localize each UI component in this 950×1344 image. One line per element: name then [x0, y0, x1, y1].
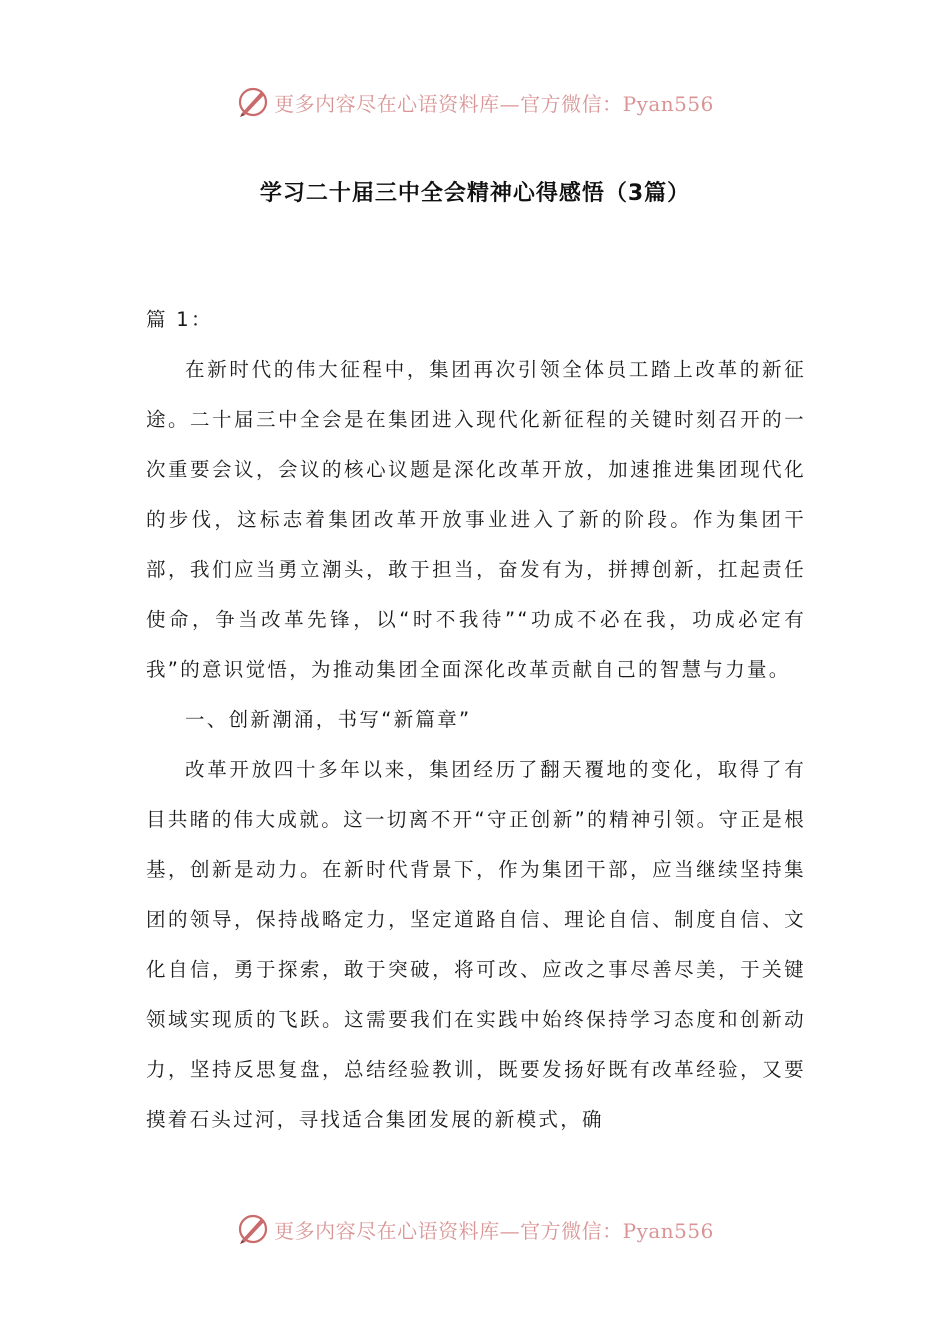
paragraph-intro: 在新时代的伟大征程中，集团再次引领全体员工踏上改革的新征途。二十届三中全会是在集团进入现代化新征程的关键时刻召开的一次重要会议，会议的核心议题是深化改革开放，加速推进集团现代化的步伐，这标志着集团改革开放事业进入了新的阶段。作为集团干部，我们应当勇立潮头，敢于担当，奋发有为，拼搏创新，扛起责任使命，争当改革先锋，以“时不我待”“功成不必在我，功成必定有我”的意识觉悟，为推动集团全面深化改革贡献自己的智慧与力量。	[146, 358, 806, 681]
watermark-text: 更多内容尽在心语资料库—官方微信：Pyan556	[274, 1218, 714, 1243]
section-label: 篇 1：	[146, 308, 213, 331]
document-body	[146, 295, 806, 1145]
watermark-header	[0, 82, 950, 122]
section-heading: 一、创新潮涌，书写“新篇章”	[185, 708, 472, 731]
watermark-footer	[0, 1209, 950, 1249]
pen-logo-icon	[236, 1212, 270, 1246]
paragraph-innovation: 改革开放四十多年以来，集团经历了翻天覆地的变化，取得了有目共睹的伟大成就。这一切离不开“守正创新”的精神引领。守正是根基，创新是动力。在新时代背景下，作为集团干部，应当继续坚持集团的领导，保持战略定力，坚定道路自信、理论自信、制度自信、文化自信，勇于探索，敢于突破，将可改、应改之事尽善尽美，于关键领域实现质的飞跃。这需要我们在实践中始终保持学习态度和创新动力，坚持反思复盘，总结经验教训，既要发扬好既有改革经验，又要摸着石头过河，寻找适合集团发展的新模式，确	[146, 758, 806, 1131]
pen-logo-icon	[236, 85, 270, 119]
watermark-text: 更多内容尽在心语资料库—官方微信：Pyan556	[274, 91, 714, 116]
document-title: 学习二十届三中全会精神心得感悟（3篇）	[259, 181, 691, 206]
